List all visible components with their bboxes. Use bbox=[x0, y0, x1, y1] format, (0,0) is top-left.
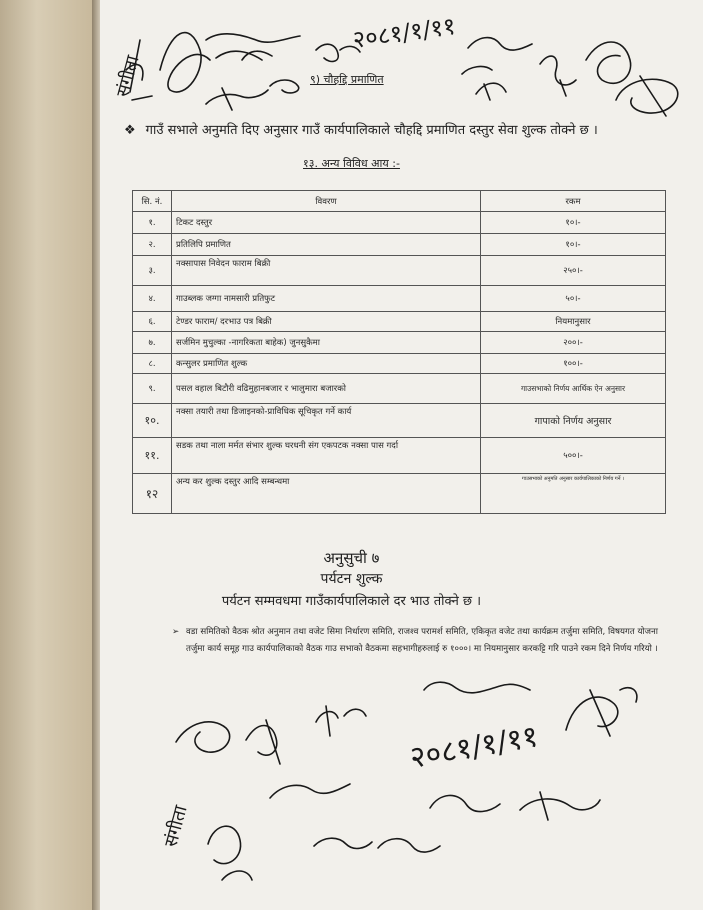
row-amount: गाउसभाको अनुमति अनुसार कार्यपालिकाको निर्णय गर्ने । bbox=[481, 474, 666, 514]
signature-date-top: २०८१/१/११ bbox=[350, 11, 458, 54]
row-description: अन्य कर शुल्क दस्तुर आदि सम्बन्धमा bbox=[172, 474, 481, 514]
row-sn: ६. bbox=[133, 312, 172, 332]
row-amount: गाउसभाको निर्णय आर्थिक ऐन अनुसार bbox=[481, 374, 666, 404]
row-description: टेण्डर फाराम/ दरभाउ पत्र बिक्री bbox=[172, 312, 481, 332]
book-spine bbox=[92, 0, 100, 910]
row-sn: ३. bbox=[133, 256, 172, 286]
row-description: गाउब्लक जग्गा नामसारी प्रतिफुट bbox=[172, 286, 481, 312]
table-header-row bbox=[133, 191, 666, 212]
header-description: विवरण bbox=[172, 191, 481, 212]
table-row bbox=[133, 354, 666, 374]
arrow-bullet-icon: ➢ bbox=[172, 627, 180, 637]
diamond-bullet-icon: ❖ bbox=[124, 123, 136, 138]
row-amount: २५०।- bbox=[481, 256, 666, 286]
row-description: प्रतिलिपि प्रमाणित bbox=[172, 234, 481, 256]
row-amount: ५०।- bbox=[481, 286, 666, 312]
annex-number: अनुसुची ७ bbox=[323, 549, 380, 567]
row-description: टिकट दस्तुर bbox=[172, 212, 481, 234]
header-sn: सि. नं. bbox=[133, 191, 172, 212]
row-sn: ९. bbox=[133, 374, 172, 404]
table-row bbox=[133, 212, 666, 234]
table-row bbox=[133, 374, 666, 404]
book-gutter bbox=[0, 0, 92, 910]
table-heading-text: १३. अन्य विविध आय :- bbox=[303, 157, 400, 170]
signature-text-sangita-top: संगीता bbox=[112, 53, 144, 100]
row-description: पसल वहाल बिटौरी वढिमुहानबजार र भालुमारा बजारको bbox=[172, 374, 481, 404]
signature-date-bottom: २०८१/१/११ bbox=[407, 718, 541, 776]
rule-text-line bbox=[124, 120, 684, 138]
row-sn: ४. bbox=[133, 286, 172, 312]
row-sn: २. bbox=[133, 234, 172, 256]
annex-subtitle: पर्यटन सम्मवधमा गाउँकार्यपालिकाले दर भाउ तोक्ने छ । bbox=[221, 594, 482, 609]
decision-paragraph bbox=[172, 624, 670, 658]
row-sn: १०. bbox=[133, 404, 172, 438]
table-row bbox=[133, 256, 666, 286]
table-row bbox=[133, 286, 666, 312]
row-sn: ११. bbox=[133, 438, 172, 474]
table-row bbox=[133, 438, 666, 474]
decision-text: वडा समितिको वैठक श्रोत अनुमान तथा वजेट सिमा निर्धारण समिति, राजश्व परामर्श समिति, एकिकृत वजेट तथा कार्यक्रम तर्जुमा समिति, विषयगत योजना तर्जुमा कार्य समूह गाउ कार्यपालिकाको वैठक गाउ सभाको वैठकमा सहभागीहरुलाई रु १०००। मा नियमानुसार करकट्टि गरि पाउने रकम दिने निर्णय गरियो । bbox=[186, 627, 659, 654]
table-row bbox=[133, 234, 666, 256]
table-row bbox=[133, 474, 666, 514]
rule-text: गाउँ सभाले अनुमति दिए अनुसार गाउँ कार्यपालिकाले चौहद्दि प्रमाणित दस्तुर सेवा शुल्क तोक्ने छ । bbox=[145, 123, 598, 138]
row-description: कन्सुलर प्रमाणित शुल्क bbox=[172, 354, 481, 374]
row-sn: ७. bbox=[133, 332, 172, 354]
table-row bbox=[133, 332, 666, 354]
annex-title: पर्यटन शुल्क bbox=[320, 571, 383, 587]
section-heading: ९) चौहद्दि प्रमाणित bbox=[310, 73, 384, 86]
row-description: नक्सा तयारी तथा डिजाइनको-प्राविधिक सूचिकृत गर्ने कार्य bbox=[172, 404, 481, 438]
row-amount: गापाको निर्णय अनुसार bbox=[481, 404, 666, 438]
table-heading bbox=[0, 156, 703, 171]
row-sn: १. bbox=[133, 212, 172, 234]
row-description: सर्जमिन मुचुल्का -नागरिकता बाहेक) जुनसुकैमा bbox=[172, 332, 481, 354]
row-amount: ५००।- bbox=[481, 438, 666, 474]
row-amount: १०।- bbox=[481, 234, 666, 256]
row-amount: १०।- bbox=[481, 212, 666, 234]
row-amount: नियमानुसार bbox=[481, 312, 666, 332]
signature-text-sangita-bottom: संगीता bbox=[160, 803, 192, 850]
table-row bbox=[133, 312, 666, 332]
row-sn: १२ bbox=[133, 474, 172, 514]
row-description: नक्सापास निवेदन फाराम बिक्री bbox=[172, 256, 481, 286]
row-amount: १००।- bbox=[481, 354, 666, 374]
row-description: सडक तथा नाला मर्मत संभार शुल्क घरधनी संग एकपटक नक्सा पास गर्दा bbox=[172, 438, 481, 474]
row-sn: ८. bbox=[133, 354, 172, 374]
row-amount: २००।- bbox=[481, 332, 666, 354]
table-row bbox=[133, 404, 666, 438]
header-amount: रकम bbox=[481, 191, 666, 212]
fees-table bbox=[132, 190, 666, 514]
